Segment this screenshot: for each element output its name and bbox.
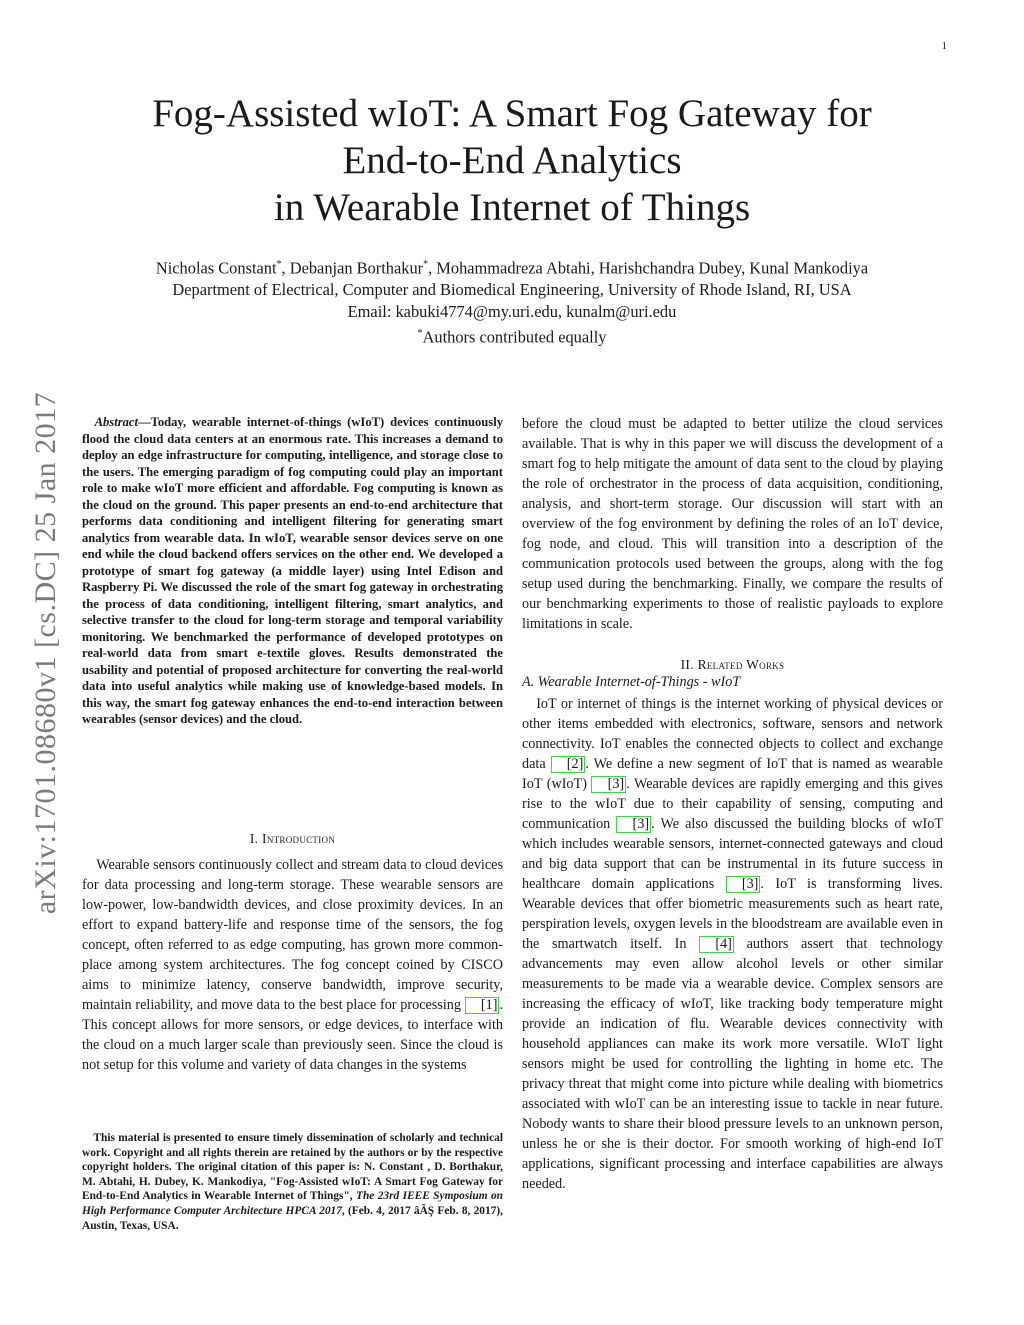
arxiv-sidebar [18, 358, 74, 948]
section-heading-introduction [82, 831, 503, 847]
author-name-1: Nicholas Constant [155, 258, 277, 278]
title-line-2: End-to-End Analytics [342, 139, 682, 182]
related-text-2: . We define a new segment of IoT that is named as wearable IoT (wIoT) [522, 756, 943, 792]
related-works-paragraph [522, 694, 943, 1194]
copyright-footnote [82, 1131, 503, 1233]
paper-title [80, 90, 944, 231]
related-text-4: . We also discussed the building blocks of wIoT which includes wearable sensors, internet-connected gateways and cloud and big data support that can be instrumental in its future success in healthcare domain applications [522, 816, 943, 892]
equal-contribution-mark-1: * [276, 259, 282, 270]
subsection-heading-wiot: A. Wearable Internet-of-Things - wIoT [522, 674, 741, 690]
related-text-3: . Wearable devices are rapidly emerging and this gives rise to the wIoT due to their capability of sensing, computing and communication [522, 776, 943, 832]
abstract-label: Abstract [94, 415, 138, 429]
email-line: Email: kabuki4774@my.uri.edu, kunalm@uri.edu [347, 302, 677, 322]
intro-text-part-2: . This concept allows for more sensors, or edge devices, to interface with the cloud on a much larger scale than previously seen. Since the cloud is not setup for this volume and variety of data changes in the systems [82, 997, 503, 1073]
contribution-note-mark: * [417, 328, 423, 340]
citation-link-1[interactable]: [1] [465, 997, 500, 1014]
equal-contribution-mark-2: * [423, 259, 429, 270]
footnote-text-2: , (Feb. 4, 2017 âĂŞ Feb. 8, 2017), Austin, Texas, USA. [82, 1204, 503, 1232]
abstract-text: Today, wearable internet-of-things (wIoT) devices continuously flood the cloud data centers at an enormous rate. This increases a demand to deploy an edge infrastructure for computing, intelligence, and storage close to the users. The emerging paradigm of fog computing could play an important role to make wIoT more efficient and affordable. Fog computing is known as the cloud on the ground. This paper presents an end-to-end architecture that performs data conditioning and intelligent filtering for generating smart analytics from wearable data. In wIoT, wearable sensor devices serve on one end while the cloud backend offers services on the other end. We developed a prototype of smart fog gateway (a middle layer) using Intel Edison and Raspberry Pi. We discussed the role of the smart fog gateway in orchestrating the process of data conditioning, intelligent filtering, smart analytics, and selective transfer to the cloud for long-term storage and temporal variability monitoring. We benchmarked the performance of developed prototypes on real-world data from smart e-textile gloves. Results demonstrated the usability and potential of proposed architecture for converting the real-world data into useful analytics while making use of knowledge-based models. In this way, the smart fog gateway enhances the end-to-end interaction between wearables (sensor devices) and the cloud. [82, 415, 503, 726]
citation-link-3[interactable]: [3] [591, 776, 626, 793]
section-heading-related-works [522, 657, 943, 673]
section-number-1: I. [249, 831, 263, 846]
footnote-text-1: This material is presented to ensure timely dissemination of scholarly and technical work. Copyright and all rights therein are retained by the authors or by the respective copyright holders. The original citation of this paper is: N. Constant , D. Borthakur, M. Abtahi, H. Dubey, K. Mankodiya, "Fog-Assisted wIoT: A Smart Fog Gateway for End-to-End Analytics in Wearable Internet of Things", [82, 1132, 503, 1203]
section-title-introduction: Introduction [262, 831, 336, 846]
arxiv-identifier: arXiv:1701.08680v1 [cs.DC] 25 Jan 2017 [29, 391, 62, 915]
citation-link-2[interactable]: [2] [551, 756, 586, 773]
contribution-note-text: Authors contributed equally [422, 327, 607, 347]
author-names-rest: , Mohammadreza Abtahi, Harishchandra Dubey, Kunal Mankodiya [428, 258, 869, 278]
author-block [60, 254, 964, 349]
author-name-2: , Debanjan Borthakur [281, 258, 424, 278]
author-names [60, 254, 964, 279]
section-title-related-works: Related Works [697, 657, 785, 672]
related-text-6: authors assert that technology advancements may even allow alcohol levels or other similar measurements to be made via a wearable device. Complex sensors are increasing the efficacy of wIoT, like tracking body temperature might provide an indication of flu. Wearable devices connectivity with household appliances can make its work more versatile. WIoT light sensors might be used for controlling the lighting in home etc. The privacy threat that might come into picture while dealing with biometrics associated with wIoT can be an interesting issue to tackle in near future. Nobody wants to share their blood pressure levels to an unknown person, unless he or she is their doctor. For smooth working of high-end IoT applications, significant processing and interface capabilities are always needed. [522, 936, 943, 1192]
section-number-2: II. [680, 657, 698, 672]
contribution-note [60, 323, 964, 348]
related-text-1: IoT or internet of things is the internet working of physical devices or other items embedded with electronics, software, sensors and network connectivity. IoT enables the connected objects to collect and exchange data [522, 696, 943, 772]
footnote-venue: The 23rd IEEE Symposium on High Performance Computer Architecture HPCA 2017 [82, 1190, 503, 1217]
related-text-5: . IoT is transforming lives. Wearable devices that offer biometric measurements such as heart rate, perspiration levels, oxygen levels in the bloodstream are available even in the smartwatch itself. In [522, 876, 943, 952]
page-number: 1 [941, 40, 947, 52]
citation-link-3-third[interactable]: [3] [726, 876, 761, 893]
title-line-1: Fog-Assisted wIoT: A Smart Fog Gateway for [152, 92, 872, 135]
abstract [82, 414, 503, 728]
citation-link-4[interactable]: [4] [699, 936, 734, 953]
introduction-continuation: before the cloud must be adapted to better utilize the cloud services available. That is why in this paper we will discuss the development of a smart fog to help mitigate the amount of data sent to the cloud by playing the role of orchestrator in the process of data acquisition, conditioning, analysis, and short-term storage. Our discussion will start with an overview of the fog environment by defining the roles of an IoT device, fog node, and cloud. This will transition into a description of the communication protocols used between the groups, along with the fog setup used during the benchmarking. Finally, we compare the results of our benchmarking experiments to those of realistic payloads to explore limitations in scale. [522, 416, 943, 632]
abstract-dash: — [137, 415, 151, 429]
citation-link-3-second[interactable]: [3] [616, 816, 651, 833]
introduction-paragraph [82, 855, 503, 1075]
title-line-3: in Wearable Internet of Things [273, 186, 751, 229]
affiliation: Department of Electrical, Computer and Biomedical Engineering, University of Rhode Island, RI, USA [172, 280, 852, 300]
intro-text-part-1: Wearable sensors continuously collect and stream data to cloud devices for data processing and long-term storage. These wearable sensors are low-power, low-bandwidth devices, and close proximity devices. In an effort to expand battery-life and response time of the sensors, the fog concept, often referred to as edge computing, has grown more common-place among system architectures. The fog concept coined by CISCO aims to minimize latency, conserve bandwidth, improve security, maintain reliability, and move data to the best place for processing [82, 857, 503, 1013]
